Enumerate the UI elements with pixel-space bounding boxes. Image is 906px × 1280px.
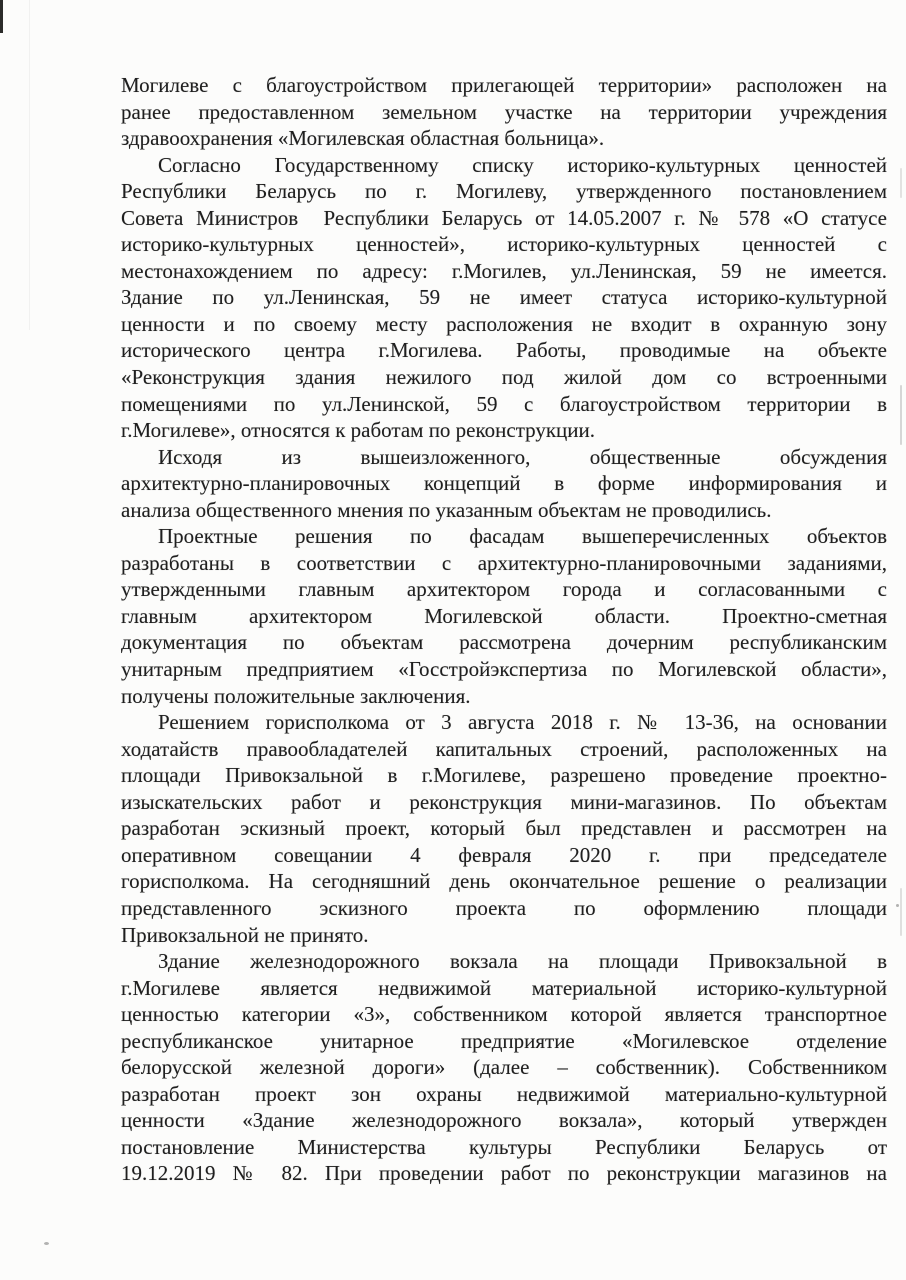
text-line: местонахождением по адресу: г.Могилев, ул.Ленинская, 59 не имеется.: [121, 258, 887, 283]
text-line: республиканское унитарное предприятие «Могилевское отделение: [121, 1028, 887, 1053]
text-line: Совета Министров Республики Беларусь от 14.05.2007 г. № 578 «О статусе: [121, 205, 887, 230]
scan-artifact-corner-mark: [0, 0, 3, 33]
text-line: утвержденными главным архитектором города и согласованными с: [121, 577, 887, 602]
scan-artifact-speck: [896, 904, 899, 907]
text-line: представленного эскизного проекта по оформлению площади: [121, 895, 887, 920]
text-line: изыскательских работ и реконструкция мини-магазинов. По объектам: [121, 789, 887, 814]
text-line: Здание по ул.Ленинская, 59 не имеет статуса историко-культурной: [121, 285, 887, 310]
text-line: разработан эскизный проект, который был представлен и рассмотрен на: [121, 816, 887, 841]
scan-artifact-edge-line: [900, 168, 902, 198]
text-line: главным архитектором Могилевской области. Проектно-сметная: [121, 603, 887, 628]
text-line: помещениями по ул.Ленинской, 59 с благоустройством территории в: [121, 391, 887, 416]
text-line: горисполкома. На сегодняшний день окончательное решение о реализации: [121, 869, 887, 894]
text-line: Проектные решения по фасадам вышеперечисленных объектов: [158, 524, 887, 549]
text-line: 19.12.2019 № 82. При проведении работ по реконструкции магазинов на: [121, 1161, 887, 1186]
text-line: Согласно Государственному списку историко-культурных ценностей: [158, 152, 887, 177]
text-line: Могилеве с благоустройством прилегающей территории» расположен на: [121, 73, 887, 97]
text-line: исторического центра г.Могилева. Работы, проводимые на объекте: [121, 338, 887, 363]
scan-artifact-edge-line: [900, 385, 902, 445]
text-line: разработан проект зон охраны недвижимой материально-культурной: [121, 1081, 887, 1106]
text-line: получены положительные заключения.: [121, 683, 471, 708]
text-line: архитектурно-планировочных концепций в форме информирования и: [121, 471, 887, 496]
scan-artifact-speck: [44, 1242, 49, 1245]
scan-artifact-crease: [29, 0, 30, 330]
text-line: ценности «Здание железнодорожного вокзала», который утвержден: [121, 1108, 887, 1133]
document-text: [121, 72, 887, 1187]
text-line: историко-культурных ценностей», историко-культурных ценностей с: [121, 232, 887, 257]
text-line: Исходя из вышеизложенного, общественные обсуждения: [158, 444, 887, 469]
text-line: здравоохранения «Могилевская областная больница».: [121, 126, 605, 151]
text-line: постановление Министерства культуры Республики Беларусь от: [121, 1134, 887, 1159]
text-line: ходатайств правообладателей капитальных строений, расположенных на: [121, 736, 887, 761]
text-line: унитарным предприятием «Госстройэкспертиза по Могилевской области»,: [121, 657, 887, 682]
text-line: Здание железнодорожного вокзала на площади Привокзальной в: [158, 949, 887, 974]
text-line: ценностью категории «3», собственником которой является транспортное: [121, 1002, 887, 1027]
text-line: разработаны в соответствии с архитектурно-планировочными заданиями,: [121, 550, 887, 575]
text-line: документация по объектам рассмотрена дочерним республиканским: [121, 630, 887, 655]
text-line: площади Привокзальной в г.Могилеве, разрешено проведение проектно-: [121, 763, 887, 788]
text-line: оперативном совещании 4 февраля 2020 г. при председателе: [121, 842, 887, 867]
text-line: «Реконструкция здания нежилого под жилой дом со встроенными: [121, 365, 887, 390]
text-line: Решением горисполкома от 3 августа 2018 г. № 13-36, на основании: [158, 710, 887, 735]
scan-artifact-edge-line: [900, 888, 902, 936]
text-line: г.Могилеве является недвижимой материальной историко-культурной: [121, 975, 887, 1000]
text-line: ценности и по своему месту расположения не входит в охранную зону: [121, 311, 887, 336]
text-line: анализа общественного мнения по указанным объектам не проводились.: [121, 497, 772, 522]
text-line: белорусской железной дороги» (далее – собственник). Собственником: [121, 1055, 887, 1080]
text-line: ранее предоставленном земельном участке на территории учреждения: [121, 99, 887, 124]
text-line: Привокзальной не принято.: [121, 922, 369, 947]
text-line: Республики Беларусь по г. Могилеву, утвержденного постановлением: [121, 179, 887, 204]
text-line: г.Могилеве», относятся к работам по реконструкции.: [121, 418, 596, 443]
